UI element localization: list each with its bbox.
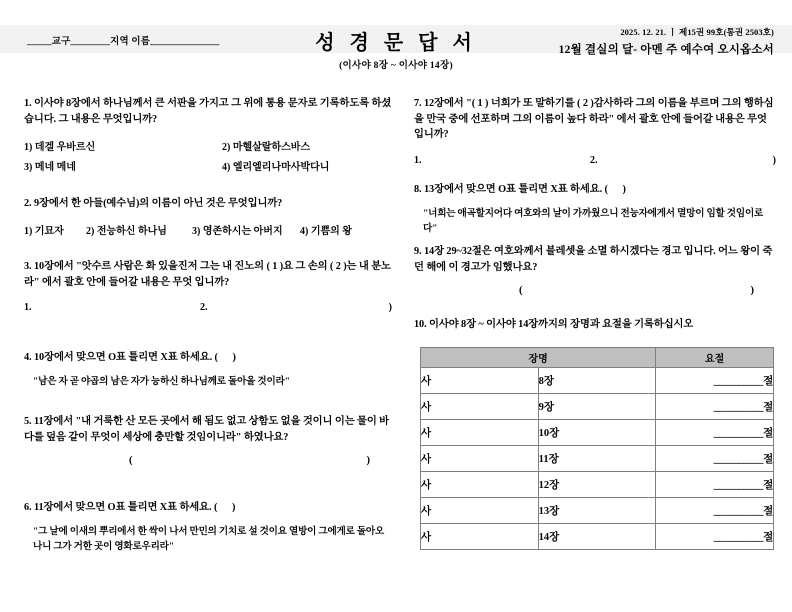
question-2-option-1[interactable]: 1) 기묘자 <box>24 225 64 237</box>
cell-verse-blank[interactable]: __________절 <box>656 446 774 472</box>
question-1-text: 1. 이사야 8장에서 하나님께서 큰 서판을 가지고 그 위에 통용 문자로 기록하도록 하셨습니다. 그 내용은 무엇입니까? <box>24 98 392 125</box>
question-4-text <box>24 350 392 366</box>
question-1-option-2[interactable]: 2) 마헬살랄하스바스 <box>222 142 311 153</box>
question-2-option-3[interactable]: 3) 영존하시는 아버지 <box>192 225 283 237</box>
table-header-row <box>421 348 774 368</box>
cell-chapter: 11장 <box>538 446 656 472</box>
question-6-quote: "그 날에 이새의 뿌리에서 한 싹이 나서 만민의 기치로 설 것이요 열방이 그에게로 돌아오나니 그가 거한 곳이 영화로우리라" <box>33 525 385 552</box>
cell-book: 사 <box>421 472 539 498</box>
question-3-text: 3. 10장에서 "앗수르 사람은 화 있을진저 그는 내 진노의 ( 1 )요 그 손의 ( 2 )는 내 분노라" 에서 괄호 안에 들어갈 내용은 무엇 입니까? <box>24 261 391 288</box>
question-8-answer-box[interactable]: ( ) <box>604 184 632 195</box>
question-9 <box>414 244 776 303</box>
question-3 <box>24 259 392 320</box>
table-row <box>421 446 774 472</box>
question-7-text: 7. 12장에서 "( 1 ) 너희가 또 말하기를 ( 2 )감사하라 그의 이름을 부르며 그의 행하심을 만국 중에 선포하며 그의 이름이 높다 하라" 에서 괄호 안에 들어갈 내용은 무엇 입니까? <box>414 98 774 140</box>
question-2-text: 2. 9장에서 한 아들(예수님)의 이름이 아닌 것은 무엇입니까? <box>24 198 283 209</box>
question-3-blank-1[interactable]: 1. <box>24 302 32 313</box>
page-title: 성 경 문 답 서 <box>315 32 477 54</box>
question-1-option-4[interactable]: 4) 엘리엘리나마사박다니 <box>222 162 330 173</box>
page-subtitle: (이사야 8장 ~ 이사야 14장) <box>339 61 453 71</box>
cell-chapter: 12장 <box>538 472 656 498</box>
question-3-answer-blanks <box>24 302 392 320</box>
cell-book: 사 <box>421 368 539 394</box>
question-2 <box>24 196 392 238</box>
cell-book: 사 <box>421 498 539 524</box>
question-1 <box>24 96 392 174</box>
table-row <box>421 394 774 420</box>
question-9-paren-right: ) <box>750 285 754 296</box>
cell-verse-blank[interactable]: __________절 <box>656 498 774 524</box>
question-8-text <box>414 182 776 198</box>
question-8-prompt: 8. 13장에서 맞으면 O표 틀리면 X표 하세요. <box>414 184 603 195</box>
cell-chapter: 10장 <box>538 420 656 446</box>
question-7-blank-3[interactable]: ) <box>772 154 776 166</box>
question-2-options <box>24 222 392 238</box>
cell-book: 사 <box>421 524 539 550</box>
table-body <box>421 368 774 550</box>
question-2-option-2[interactable]: 2) 전능하신 하나님 <box>86 225 167 237</box>
cell-book: 사 <box>421 394 539 420</box>
question-6-text <box>24 500 392 516</box>
question-8 <box>414 182 776 236</box>
question-4-answer-box[interactable]: ( ) <box>214 352 242 363</box>
cell-book: 사 <box>421 420 539 446</box>
question-6 <box>24 500 392 554</box>
table-row <box>421 420 774 446</box>
cell-verse-blank[interactable]: __________절 <box>656 368 774 394</box>
question-9-text: 9. 14장 29~32절은 여호와께서 블레셋을 소멸 하시겠다는 경고 입니다. 어느 왕이 죽던 해에 이 경고가 임했나요? <box>414 246 773 273</box>
question-5-answer-blank[interactable] <box>24 455 392 473</box>
question-4-quote: "남은 자 곧 야곱의 남은 자가 능하신 하나님께로 돌아올 것이라" <box>33 375 290 387</box>
issue-info: 2025. 12. 21. ㅣ 제15권 99호(통권 2503호) <box>620 27 774 37</box>
chapter-verse-table <box>420 347 774 550</box>
cell-chapter: 9장 <box>538 394 656 420</box>
table-header-chapter: 장명 <box>421 348 656 368</box>
cell-book: 사 <box>421 446 539 472</box>
question-6-prompt: 6. 11장에서 맞으면 O표 틀리면 X표 하세요. <box>24 502 212 513</box>
cell-chapter: 14장 <box>538 524 656 550</box>
question-6-answer-box[interactable]: ( ) <box>213 502 242 513</box>
question-4-prompt: 4. 10장에서 맞으면 O표 틀리면 X표 하세요. <box>24 352 213 363</box>
month-theme: 12월 결실의 달- 아멘 주 예수여 오시옵소서 <box>558 44 774 56</box>
table-row <box>421 524 774 550</box>
question-5-paren-left: ( <box>129 455 133 466</box>
question-3-blank-3[interactable]: ) <box>388 302 392 313</box>
question-4 <box>24 350 392 389</box>
question-1-option-3[interactable]: 3) 메네 메네 <box>24 162 76 173</box>
table-row <box>421 498 774 524</box>
table-row <box>421 472 774 498</box>
question-7-blank-2[interactable]: 2. <box>590 154 598 166</box>
cell-chapter: 8장 <box>538 368 656 394</box>
cell-chapter: 13장 <box>538 498 656 524</box>
chapter-verse-table-wrap <box>420 347 774 550</box>
question-10-text: 10. 이사야 8장 ~ 이사야 14장까지의 장명과 요절을 기록하십시오 <box>414 319 694 330</box>
cell-verse-blank[interactable]: __________절 <box>656 524 774 550</box>
question-7 <box>414 96 776 173</box>
question-5-text: 5. 11장에서 "내 거룩한 산 모든 곳에서 해 됨도 없고 상함도 없을 것이니 이는 물이 바다를 덮음 같이 무엇이 세상에 충만할 것임이니라" 하였나요? <box>24 416 390 443</box>
table-header-verse: 요절 <box>656 348 774 368</box>
question-5 <box>24 414 392 473</box>
question-5-paren-right: ) <box>366 455 370 466</box>
student-info-blanks: _____교구________지역 이름______________ <box>27 37 220 47</box>
question-2-option-4[interactable]: 4) 기쁨의 왕 <box>300 225 352 237</box>
question-1-option-1[interactable]: 1) 데겔 우바르신 <box>24 142 96 153</box>
question-3-blank-2[interactable]: 2. <box>200 302 208 313</box>
question-7-blank-1[interactable]: 1. <box>414 154 422 166</box>
question-7-answer-blanks <box>414 155 776 173</box>
question-8-quote: "너희는 애곡할지어다 여호와의 날이 가까웠으니 전능자에게서 멸망이 임할 것임이로다" <box>423 207 764 234</box>
question-9-answer-blank[interactable] <box>414 285 776 303</box>
cell-verse-blank[interactable]: __________절 <box>656 394 774 420</box>
question-1-options <box>24 138 392 174</box>
cell-verse-blank[interactable]: __________절 <box>656 472 774 498</box>
question-10 <box>414 317 776 543</box>
question-9-paren-left: ( <box>519 285 523 296</box>
table-row <box>421 368 774 394</box>
cell-verse-blank[interactable]: __________절 <box>656 420 774 446</box>
